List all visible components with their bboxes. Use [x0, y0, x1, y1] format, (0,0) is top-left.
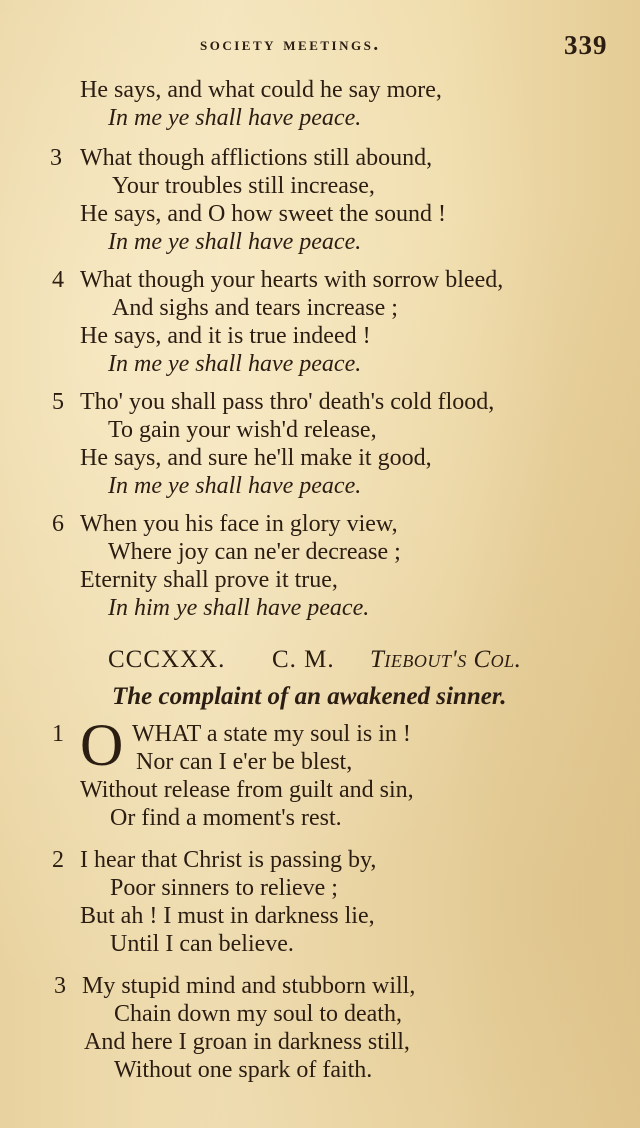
verse-line: He says, and it is true indeed !: [80, 323, 371, 349]
stanza-number: 1: [52, 721, 64, 747]
verse-line: He says, and what could he say more,: [80, 77, 442, 103]
verse-line: I hear that Christ is passing by,: [80, 847, 377, 873]
hymn-source: Tiebout's Col.: [370, 646, 522, 673]
verse-line: When you his face in glory view,: [80, 511, 398, 537]
hymn-heading: [108, 645, 538, 675]
running-head: [0, 30, 640, 64]
verse-line: Without one spark of faith.: [114, 1057, 373, 1083]
refrain-line: In me ye shall have peace.: [108, 473, 362, 499]
stanza-number: 3: [54, 973, 66, 999]
verse-line: Nor can I e'er be blest,: [136, 749, 353, 775]
verse-line: Eternity shall prove it true,: [80, 567, 338, 593]
verse-line: Where joy can ne'er decrease ;: [108, 539, 401, 565]
page-number: 339: [564, 30, 608, 60]
verse-line: And here I groan in darkness still,: [84, 1029, 410, 1055]
verse-line: Without release from guilt and sin,: [80, 777, 414, 803]
verse-line: What though your hearts with sorrow bleed,: [80, 267, 504, 293]
hymn-number: CCCXXX.: [108, 646, 226, 673]
verse-line: To gain your wish'd release,: [108, 417, 377, 443]
verse-line: But ah ! I must in darkness lie,: [80, 903, 375, 929]
verse-line: Chain down my soul to death,: [114, 1001, 402, 1027]
stanza-number: 5: [52, 389, 64, 415]
verse-line: Your troubles still increase,: [112, 173, 375, 199]
verse-line: Poor sinners to relieve ;: [110, 875, 338, 901]
refrain-line: In me ye shall have peace.: [108, 351, 362, 377]
verse-line: Or find a moment's rest.: [110, 805, 342, 831]
drop-cap: O: [80, 712, 124, 778]
verse-line: Tho' you shall pass thro' death's cold flood,: [80, 389, 495, 415]
refrain-line: In him ye shall have peace.: [108, 595, 370, 621]
verse-line: He says, and sure he'll make it good,: [80, 445, 432, 471]
stanza-number: 6: [52, 511, 64, 537]
running-title: society meetings.: [200, 34, 381, 55]
verse-line: And sighs and tears increase ;: [112, 295, 398, 321]
stanza-number: 3: [50, 145, 62, 171]
hymn-meter: C. M.: [272, 646, 335, 673]
refrain-line: In me ye shall have peace.: [108, 105, 362, 131]
verse-line: He says, and O how sweet the sound !: [80, 201, 446, 227]
verse-line: Until I can believe.: [110, 931, 294, 957]
stanza-number: 2: [52, 847, 64, 873]
verse-line: What though afflictions still abound,: [80, 145, 433, 171]
hymn-subtitle: The complaint of an awakened sinner.: [112, 683, 507, 710]
refrain-line: In me ye shall have peace.: [108, 229, 362, 255]
verse-line: My stupid mind and stubborn will,: [82, 973, 416, 999]
stanza-number: 4: [52, 267, 64, 293]
verse-line: WHAT a state my soul is in !: [132, 721, 411, 747]
